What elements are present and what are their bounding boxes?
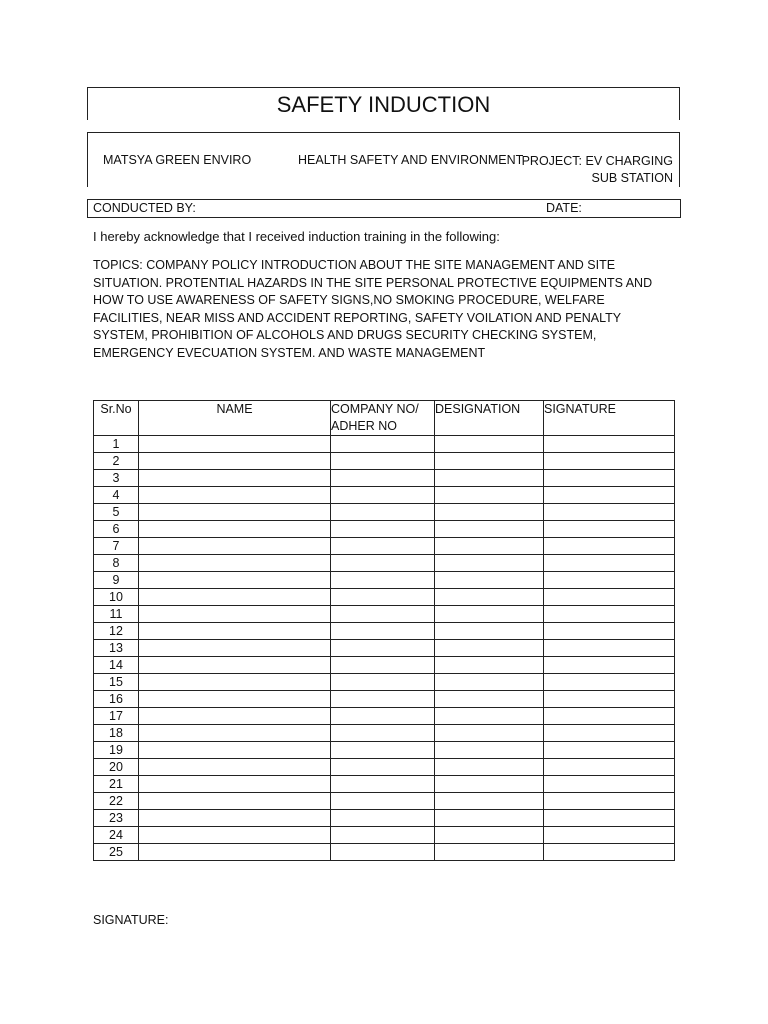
signature-cell[interactable] (544, 844, 675, 861)
name-cell[interactable] (139, 436, 331, 453)
row-number: 6 (94, 521, 139, 538)
signature-cell[interactable] (544, 436, 675, 453)
col-header-designation: DESIGNATION (435, 401, 544, 436)
company-no-cell[interactable] (331, 691, 435, 708)
signature-cell[interactable] (544, 759, 675, 776)
name-cell[interactable] (139, 691, 331, 708)
designation-cell[interactable] (435, 572, 544, 589)
name-cell[interactable] (139, 555, 331, 572)
table-row (94, 572, 675, 589)
name-cell[interactable] (139, 725, 331, 742)
table-row (94, 844, 675, 861)
name-cell[interactable] (139, 487, 331, 504)
company-no-cell[interactable] (331, 606, 435, 623)
conducted-by-label: CONDUCTED BY: (93, 201, 196, 215)
project-line-2: SUB STATION (591, 171, 673, 185)
table-row (94, 589, 675, 606)
signature-cell[interactable] (544, 504, 675, 521)
designation-cell[interactable] (435, 606, 544, 623)
designation-cell[interactable] (435, 827, 544, 844)
company-no-cell[interactable] (331, 827, 435, 844)
row-number: 1 (94, 436, 139, 453)
signature-cell[interactable] (544, 810, 675, 827)
designation-cell[interactable] (435, 674, 544, 691)
table-row (94, 827, 675, 844)
designation-cell[interactable] (435, 725, 544, 742)
name-cell[interactable] (139, 521, 331, 538)
row-number: 23 (94, 810, 139, 827)
row-number: 7 (94, 538, 139, 555)
row-number: 11 (94, 606, 139, 623)
designation-cell[interactable] (435, 708, 544, 725)
company-no-cell[interactable] (331, 759, 435, 776)
department-name: HEALTH SAFETY AND ENVIRONMENT (298, 153, 524, 167)
company-no-cell[interactable] (331, 623, 435, 640)
company-no-cell[interactable] (331, 436, 435, 453)
date-label: DATE: (546, 201, 582, 215)
signature-cell[interactable] (544, 606, 675, 623)
signature-label: SIGNATURE: (93, 913, 169, 927)
name-cell[interactable] (139, 776, 331, 793)
row-number: 22 (94, 793, 139, 810)
signature-cell[interactable] (544, 623, 675, 640)
row-number: 20 (94, 759, 139, 776)
company-no-cell[interactable] (331, 657, 435, 674)
table-row (94, 453, 675, 470)
table-row (94, 521, 675, 538)
table-row (94, 793, 675, 810)
name-cell[interactable] (139, 657, 331, 674)
designation-cell[interactable] (435, 640, 544, 657)
company-no-cell[interactable] (331, 470, 435, 487)
designation-cell[interactable] (435, 538, 544, 555)
table-row (94, 742, 675, 759)
company-no-cell[interactable] (331, 708, 435, 725)
designation-cell[interactable] (435, 691, 544, 708)
designation-cell[interactable] (435, 555, 544, 572)
row-number: 12 (94, 623, 139, 640)
col-header-signature: SIGNATURE (544, 401, 675, 436)
table-row (94, 606, 675, 623)
row-number: 24 (94, 827, 139, 844)
company-no-cell[interactable] (331, 572, 435, 589)
table-row (94, 810, 675, 827)
name-cell[interactable] (139, 708, 331, 725)
company-name: MATSYA GREEN ENVIRO (103, 153, 252, 167)
name-cell[interactable] (139, 742, 331, 759)
row-number: 5 (94, 504, 139, 521)
col-header-company-no: COMPANY NO/ ADHER NO (331, 401, 435, 436)
name-cell[interactable] (139, 674, 331, 691)
table-row (94, 436, 675, 453)
designation-cell[interactable] (435, 623, 544, 640)
signature-cell[interactable] (544, 538, 675, 555)
designation-cell[interactable] (435, 470, 544, 487)
row-number: 8 (94, 555, 139, 572)
col-header-srno: Sr.No (94, 401, 139, 436)
page-title: SAFETY INDUCTION (276, 92, 491, 117)
company-no-cell[interactable] (331, 725, 435, 742)
row-number: 10 (94, 589, 139, 606)
row-number: 2 (94, 453, 139, 470)
company-no-cell[interactable] (331, 555, 435, 572)
company-no-cell[interactable] (331, 810, 435, 827)
table-row (94, 504, 675, 521)
title-box (87, 87, 680, 120)
signature-cell[interactable] (544, 589, 675, 606)
table-row (94, 674, 675, 691)
company-no-cell[interactable] (331, 521, 435, 538)
designation-cell[interactable] (435, 504, 544, 521)
company-no-cell[interactable] (331, 504, 435, 521)
table-row (94, 657, 675, 674)
name-cell[interactable] (139, 759, 331, 776)
signature-cell[interactable] (544, 674, 675, 691)
name-cell[interactable] (139, 470, 331, 487)
company-no-cell[interactable] (331, 589, 435, 606)
name-cell[interactable] (139, 793, 331, 810)
company-no-cell[interactable] (331, 776, 435, 793)
topics-text: TOPICS: COMPANY POLICY INTRODUCTION ABOUT THE SITE MANAGEMENT AND SITE SITUATION. PROTENTIAL HAZARDS IN THE SITE PERSONAL PROTECTIVE EQUIPMENTS AND HOW TO USE AWARENESS OF SAFETY SIGNS,NO SMOKING PROCEDURE, WELFARE FACILITIES, NEAR MISS AND ACCIDENT REPORTING, SAFETY VOILATION AND PENALTY SYSTEM, PROHIBITION OF ALCOHOLS AND DRUGS SECURITY CHECKING SYSTEM, EMERGENCY EVECUATION SYSTEM. AND WASTE MANAGEMENT (93, 258, 653, 360)
signature-cell[interactable] (544, 555, 675, 572)
designation-cell[interactable] (435, 776, 544, 793)
project-line-1: PROJECT: EV CHARGING (521, 154, 673, 168)
company-no-cell[interactable] (331, 538, 435, 555)
signature-cell[interactable] (544, 487, 675, 504)
table-row (94, 470, 675, 487)
row-number: 16 (94, 691, 139, 708)
signature-cell[interactable] (544, 776, 675, 793)
row-number: 4 (94, 487, 139, 504)
acknowledgement-text: I hereby acknowledge that I received induction training in the following: (93, 229, 500, 244)
signature-cell[interactable] (544, 657, 675, 674)
designation-cell[interactable] (435, 589, 544, 606)
designation-cell[interactable] (435, 844, 544, 861)
name-cell[interactable] (139, 640, 331, 657)
row-number: 13 (94, 640, 139, 657)
company-no-cell[interactable] (331, 640, 435, 657)
row-number: 21 (94, 776, 139, 793)
signature-cell[interactable] (544, 572, 675, 589)
table-row (94, 708, 675, 725)
signature-cell[interactable] (544, 470, 675, 487)
designation-cell[interactable] (435, 742, 544, 759)
col-header-name: NAME (139, 401, 331, 436)
row-number: 9 (94, 572, 139, 589)
name-cell[interactable] (139, 810, 331, 827)
signature-cell[interactable] (544, 453, 675, 470)
company-no-cell[interactable] (331, 487, 435, 504)
row-number: 18 (94, 725, 139, 742)
row-number: 3 (94, 470, 139, 487)
table-row (94, 759, 675, 776)
company-no-cell[interactable] (331, 453, 435, 470)
signature-cell[interactable] (544, 691, 675, 708)
table-row (94, 776, 675, 793)
signature-cell[interactable] (544, 708, 675, 725)
designation-cell[interactable] (435, 759, 544, 776)
name-cell[interactable] (139, 827, 331, 844)
row-number: 15 (94, 674, 139, 691)
designation-cell[interactable] (435, 487, 544, 504)
row-number: 14 (94, 657, 139, 674)
signature-cell[interactable] (544, 793, 675, 810)
table-row (94, 538, 675, 555)
name-cell[interactable] (139, 572, 331, 589)
project-info (513, 153, 673, 187)
name-cell[interactable] (139, 504, 331, 521)
row-number: 17 (94, 708, 139, 725)
table-row (94, 623, 675, 640)
name-cell[interactable] (139, 453, 331, 470)
table-row (94, 555, 675, 572)
company-no-cell[interactable] (331, 844, 435, 861)
conducted-by-row (87, 199, 681, 218)
signature-cell[interactable] (544, 725, 675, 742)
header-box (87, 132, 680, 187)
designation-cell[interactable] (435, 436, 544, 453)
table-body (94, 436, 675, 861)
designation-cell[interactable] (435, 793, 544, 810)
table-header-row (94, 401, 675, 436)
name-cell[interactable] (139, 589, 331, 606)
row-number: 19 (94, 742, 139, 759)
name-cell[interactable] (139, 623, 331, 640)
signature-cell[interactable] (544, 827, 675, 844)
company-no-cell[interactable] (331, 793, 435, 810)
table-row (94, 640, 675, 657)
table-row (94, 725, 675, 742)
company-no-cell[interactable] (331, 674, 435, 691)
row-number: 25 (94, 844, 139, 861)
designation-cell[interactable] (435, 810, 544, 827)
signature-cell[interactable] (544, 640, 675, 657)
signature-cell[interactable] (544, 521, 675, 538)
table-row (94, 691, 675, 708)
table-row (94, 487, 675, 504)
name-cell[interactable] (139, 606, 331, 623)
name-cell[interactable] (139, 844, 331, 861)
attendance-table (93, 400, 675, 861)
company-no-cell[interactable] (331, 742, 435, 759)
designation-cell[interactable] (435, 521, 544, 538)
signature-cell[interactable] (544, 742, 675, 759)
designation-cell[interactable] (435, 453, 544, 470)
name-cell[interactable] (139, 538, 331, 555)
designation-cell[interactable] (435, 657, 544, 674)
